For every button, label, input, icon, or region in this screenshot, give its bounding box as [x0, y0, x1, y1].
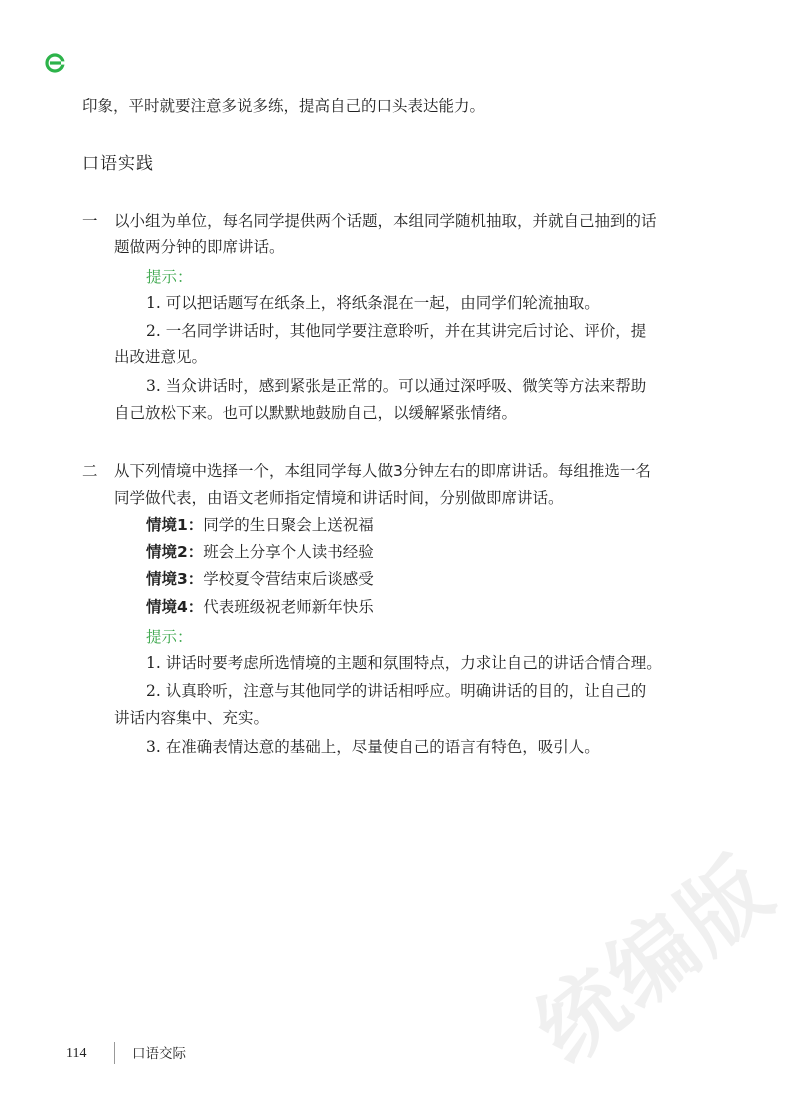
- task-2-tip-label: 提示：: [146, 628, 193, 646]
- task-2-tip-1: 1. 讲话时要考虑所选情境的主题和氛围特点，力求让自己的讲话合情合理。: [146, 654, 662, 672]
- task-1-tip-3-line-2: 自己放松下来。也可以默默地鼓励自己，以缓解紧张情绪。: [114, 404, 518, 422]
- task-2-line-2: 同学做代表，由语文老师指定情境和讲话时间，分别做即席讲话。: [114, 489, 564, 507]
- scenario-3: [146, 568, 374, 590]
- scenario-4-text: 代表班级祝老师新年快乐: [203, 598, 374, 616]
- task-2-number: 二: [82, 462, 98, 480]
- footer-section-title: 口语交际: [132, 1046, 186, 1062]
- scenario-2: [146, 541, 374, 563]
- scenario-4-label: 情境4：: [146, 598, 204, 616]
- task-1-tip-label: 提示：: [146, 268, 193, 286]
- watermark: 统编版: [517, 837, 793, 1083]
- page-number: 114: [66, 1046, 87, 1061]
- task-1-line-2: 题做两分钟的即席讲话。: [114, 238, 285, 256]
- task-1-tip-2-line-1: 2. 一名同学讲话时，其他同学要注意聆听，并在其讲完后讨论、评价，提: [146, 322, 647, 340]
- publisher-logo-icon: [44, 52, 66, 74]
- task-1-number: 一: [82, 212, 98, 230]
- scenario-1-text: 同学的生日聚会上送祝福: [203, 516, 374, 534]
- scenario-1: [146, 514, 374, 536]
- task-1-line-1: 以小组为单位，每名同学提供两个话题，本组同学随机抽取，并就自己抽到的话: [114, 212, 657, 230]
- task-2-tip-2-line-1: 2. 认真聆听，注意与其他同学的讲话相呼应。明确讲话的目的，让自己的: [146, 682, 647, 700]
- section-heading: 口语实践: [82, 154, 154, 174]
- task-1-tip-1: 1. 可以把话题写在纸条上，将纸条混在一起，由同学们轮流抽取。: [146, 294, 600, 312]
- footer-divider: [114, 1042, 115, 1064]
- scenario-4: [146, 596, 374, 618]
- scenario-3-text: 学校夏令营结束后谈感受: [203, 570, 374, 588]
- scenario-2-label: 情境2：: [146, 543, 204, 561]
- task-1-tip-2-line-2: 出改进意见。: [114, 348, 208, 366]
- task-2-line-1: 从下列情境中选择一个，本组同学每人做3分钟左右的即席讲话。每组推选一名: [114, 462, 651, 480]
- scenario-2-text: 班会上分享个人读书经验: [203, 543, 374, 561]
- task-2-tip-2-line-2: 讲话内容集中、充实。: [114, 709, 270, 727]
- scenario-1-label: 情境1：: [146, 516, 204, 534]
- task-2-tip-3: 3. 在准确表情达意的基础上，尽量使自己的语言有特色，吸引人。: [146, 738, 600, 756]
- scenario-3-label: 情境3：: [146, 570, 204, 588]
- task-1-tip-3-line-1: 3. 当众讲话时，感到紧张是正常的。可以通过深呼吸、微笑等方法来帮助: [146, 377, 647, 395]
- intro-paragraph: 印象，平时就要注意多说多练，提高自己的口头表达能力。: [82, 97, 486, 115]
